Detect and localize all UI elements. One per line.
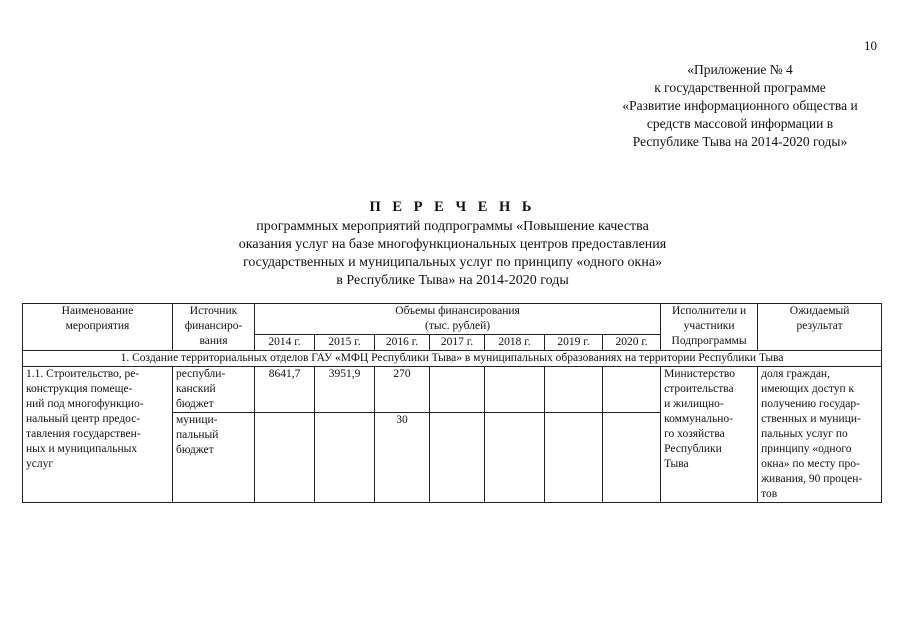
header-row — [23, 304, 882, 335]
value-cell: 270 — [375, 367, 430, 413]
value-cell — [430, 413, 485, 503]
header-text: мероприятия — [65, 320, 130, 332]
header-text: финансиро- — [184, 320, 243, 332]
header-text: Подпрограммы — [671, 335, 747, 347]
cell-text: окна» по месту про- — [761, 458, 860, 470]
cell-text: нальный центр предос- — [26, 413, 141, 425]
section-row — [23, 351, 882, 367]
header-executors — [661, 304, 758, 351]
cell-text: канский — [176, 383, 216, 395]
value-cell — [485, 413, 545, 503]
year-header: 2018 г. — [485, 335, 545, 351]
page-number: 10 — [864, 38, 877, 53]
cell-text: пальных услуг по — [761, 428, 848, 440]
cell-text: пальный — [176, 429, 219, 442]
value-cell — [545, 367, 603, 413]
appendix-note — [560, 61, 905, 151]
cell-text: республи- — [176, 368, 226, 380]
value-cell — [315, 413, 375, 503]
title-heading: П Е Р Е Ч Е Н Ь — [369, 199, 536, 215]
cell-text: бюджет — [176, 444, 214, 457]
appendix-line: средств массовой информации в — [646, 116, 834, 131]
cell-text: строительства — [664, 383, 734, 395]
value-cell — [545, 413, 603, 503]
title-line: программных мероприятий подпрограммы «Повышение качества — [256, 219, 649, 234]
value-cell — [603, 413, 661, 503]
value-cell — [603, 367, 661, 413]
title-line: государственных и муниципальных услуг по принципу «одного окна» — [242, 255, 663, 270]
cell-text: имеющих доступ к — [761, 383, 855, 395]
header-text: участники — [683, 320, 735, 332]
activity-name — [23, 367, 173, 503]
cell-text: Тыва — [664, 458, 689, 470]
header-text: (тыс. рублей) — [425, 320, 491, 332]
cell-text: тавления государствен- — [26, 428, 141, 440]
cell-text: го хозяйства — [664, 428, 725, 440]
section-title: 1. Создание территориальных отделов ГАУ «МФЦ Республики Тыва» в муниципальных образованиях на территории Республики Тыва — [23, 351, 882, 367]
header-text: Ожидаемый — [789, 305, 850, 317]
cell-text: ных и муниципальных — [26, 443, 138, 455]
table-row — [23, 367, 882, 413]
appendix-line: Республике Тыва на 2014-2020 годы» — [632, 134, 848, 149]
cell-text: 1.1. Строительство, ре- — [26, 368, 140, 380]
year-header: 2016 г. — [375, 335, 430, 351]
value-cell: 8641,7 — [255, 367, 315, 413]
value-cell: 30 — [375, 413, 430, 503]
cell-text: Министерство — [664, 368, 735, 380]
cell-text: ственных и муници- — [761, 413, 861, 425]
header-result — [758, 304, 882, 351]
header-text: Объемы финансирования — [395, 305, 520, 317]
activities-table — [22, 303, 882, 503]
cell-text: ний под многофункцио- — [26, 398, 144, 410]
header-text: вания — [199, 335, 228, 347]
cell-text: услуг — [26, 458, 54, 470]
value-cell — [430, 367, 485, 413]
cell-text: принципу «одного — [761, 443, 852, 455]
header-source — [173, 304, 255, 351]
cell-text: и жилищно- — [664, 398, 724, 410]
year-header: 2019 г. — [545, 335, 603, 351]
cell-text: живания, 90 процен- — [761, 473, 863, 485]
year-header: 2017 г. — [430, 335, 485, 351]
source-republican — [173, 367, 255, 413]
header-text: результат — [796, 320, 843, 332]
title-line: в Республике Тыва» на 2014-2020 годы — [336, 273, 569, 288]
appendix-line: «Приложение № 4 — [687, 62, 793, 77]
cell-text: бюджет — [176, 398, 214, 410]
header-name — [23, 304, 173, 351]
document-title — [0, 198, 905, 290]
header-text: Источник — [189, 305, 238, 317]
cell-text: получению государ- — [761, 398, 860, 410]
header-text: Наименование — [61, 305, 134, 317]
source-municipal — [173, 413, 255, 503]
year-header: 2014 г. — [255, 335, 315, 351]
cell-text: муници- — [176, 414, 218, 427]
title-line: оказания услуг на базе многофункциональных центров предоставления — [238, 237, 667, 252]
cell-text: конструкция помеще- — [26, 383, 133, 395]
appendix-line: к государственной программе — [654, 80, 826, 95]
appendix-line: «Развитие информационного общества и — [622, 98, 858, 113]
cell-text: тов — [761, 488, 778, 500]
cell-text: Республики — [664, 443, 722, 455]
cell-text: коммунально- — [664, 413, 734, 425]
value-cell — [255, 413, 315, 503]
header-funding — [255, 304, 661, 335]
cell-text: доля граждан, — [761, 368, 830, 380]
value-cell: 3951,9 — [315, 367, 375, 413]
value-cell — [485, 367, 545, 413]
result-cell — [758, 367, 882, 503]
year-header: 2015 г. — [315, 335, 375, 351]
executors-cell — [661, 367, 758, 503]
header-text: Исполнители и — [671, 305, 747, 317]
year-header: 2020 г. — [603, 335, 661, 351]
